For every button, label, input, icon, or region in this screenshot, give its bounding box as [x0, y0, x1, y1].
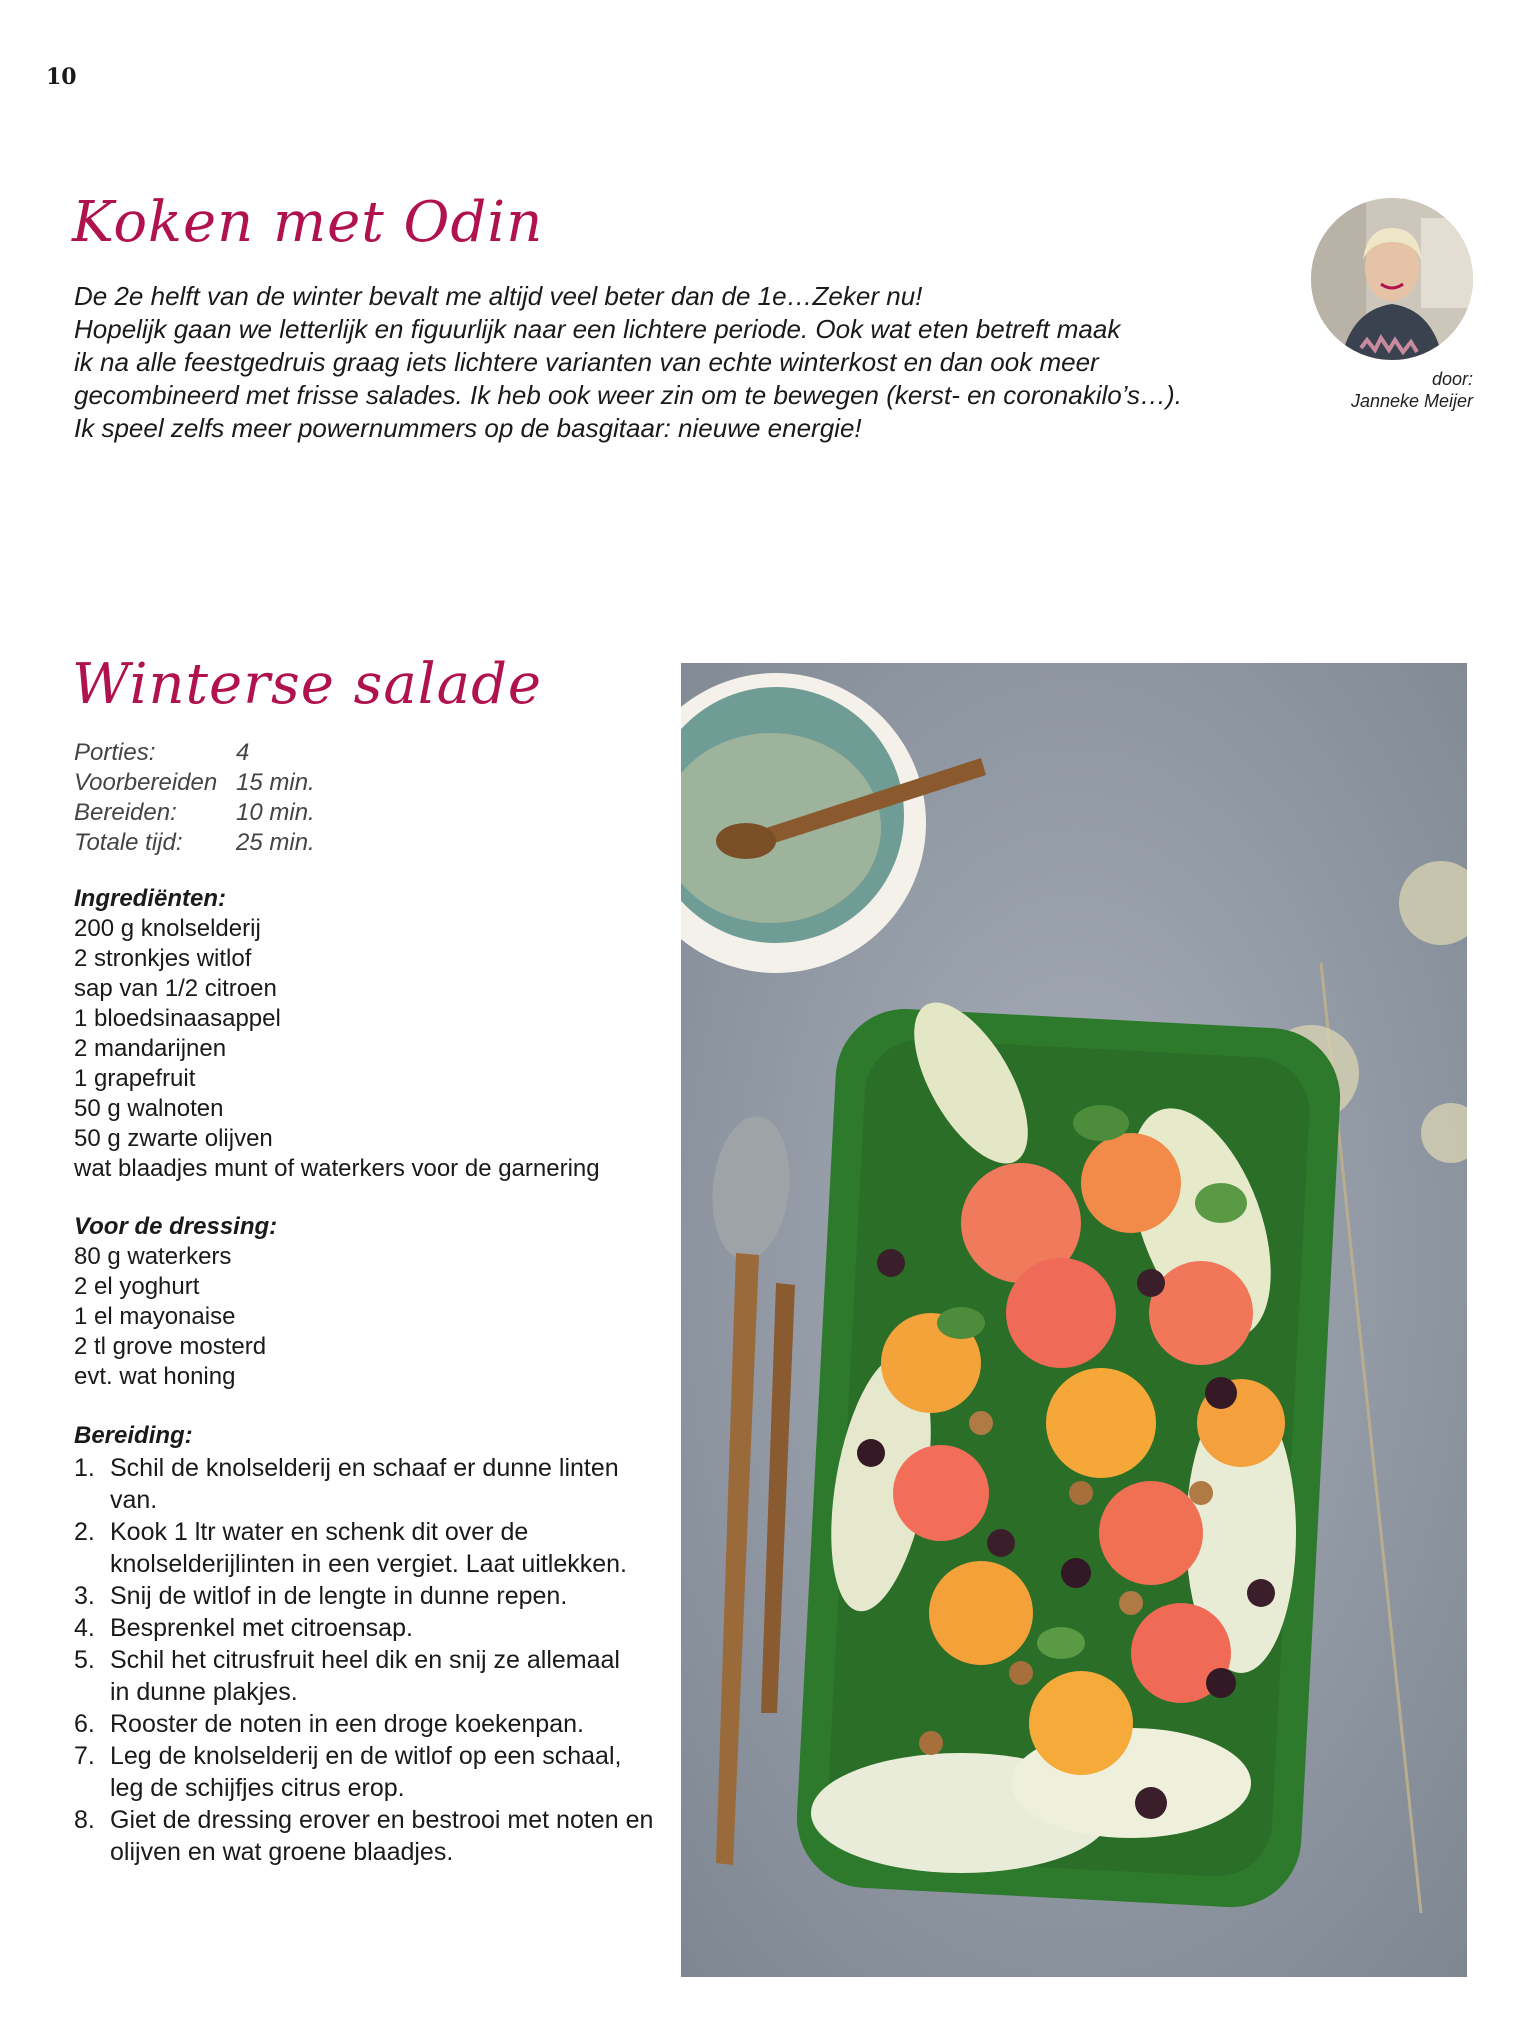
ingredients-section — [74, 884, 600, 1184]
step-text — [110, 1516, 627, 1580]
step-item — [74, 1804, 674, 1868]
step-item — [74, 1708, 674, 1740]
author-name: Janneke Meijer — [1350, 391, 1473, 411]
column-title: Koken met Odin — [72, 190, 544, 255]
step-number: 3. — [74, 1582, 95, 1610]
recipe-title: Winterse salade — [72, 652, 543, 717]
salad-illustration — [681, 663, 1467, 1977]
meta-value: 4 — [236, 739, 250, 766]
step-item — [74, 1644, 674, 1708]
ingredient-item: wat blaadjes munt of waterkers voor de garnering — [74, 1155, 600, 1182]
ingredients-heading: Ingrediënten: — [74, 885, 227, 912]
dressing-item: 2 tl grove mosterd — [74, 1333, 267, 1360]
ingredient-item: 2 mandarijnen — [74, 1035, 227, 1062]
step-number: 4. — [74, 1614, 95, 1642]
step-text — [110, 1580, 567, 1612]
author-photo — [1311, 198, 1473, 360]
meta-label: Totale tijd: — [74, 829, 183, 856]
step-number: 1. — [74, 1454, 95, 1482]
step-number: 5. — [74, 1646, 95, 1674]
ingredient-item: 1 bloedsinaasappel — [74, 1005, 281, 1032]
step-item — [74, 1612, 674, 1644]
steps-heading: Bereiding: — [74, 1422, 193, 1449]
dressing-heading: Voor de dressing: — [74, 1213, 278, 1240]
meta-row-cook — [74, 798, 315, 828]
step-text — [110, 1644, 620, 1708]
step-text — [110, 1452, 619, 1516]
step-line: Schil het citrusfruit heel dik en snij ze allemaal — [110, 1646, 620, 1674]
dressing-item: 1 el mayonaise — [74, 1303, 236, 1330]
step-number: 6. — [74, 1710, 95, 1738]
meta-row-servings — [74, 738, 315, 768]
ingredients-list — [74, 914, 600, 1184]
step-item — [74, 1580, 674, 1612]
step-line: van. — [110, 1486, 158, 1514]
steps-list — [74, 1452, 674, 1868]
intro-text — [74, 280, 1182, 445]
step-text — [110, 1740, 621, 1804]
intro-line: De 2e helft van de winter bevalt me altijd veel beter dan de 1e…Zeker nu! — [74, 281, 923, 311]
step-text — [110, 1804, 653, 1868]
step-text — [110, 1612, 413, 1644]
meta-label: Bereiden: — [74, 799, 177, 826]
meta-label: Voorbereiden — [74, 769, 218, 796]
dressing-section — [74, 1212, 277, 1392]
meta-row-prep — [74, 768, 315, 798]
step-line: Giet de dressing erover en bestrooi met noten en — [110, 1806, 654, 1834]
ingredient-item: 1 grapefruit — [74, 1065, 196, 1092]
step-line: Kook 1 ltr water en schenk dit over de — [110, 1518, 529, 1546]
step-number: 8. — [74, 1806, 95, 1834]
ingredient-item: 50 g walnoten — [74, 1095, 224, 1122]
step-line: olijven en wat groene blaadjes. — [110, 1838, 454, 1866]
step-line: leg de schijfjes citrus erop. — [110, 1774, 405, 1802]
dressing-item: 80 g waterkers — [74, 1243, 232, 1270]
author-portrait-image — [1311, 198, 1473, 360]
step-number: 7. — [74, 1742, 95, 1770]
salad-photo — [681, 663, 1467, 1977]
step-item — [74, 1452, 674, 1516]
author-label: door: — [1431, 369, 1473, 389]
dressing-item: evt. wat honing — [74, 1363, 236, 1390]
step-item — [74, 1740, 674, 1804]
author-caption — [1351, 368, 1473, 412]
step-line: Besprenkel met citroensap. — [110, 1614, 413, 1642]
step-line: knolselderijlinten in een vergiet. Laat uitlekken. — [110, 1550, 627, 1578]
dressing-list — [74, 1242, 277, 1392]
ingredient-item: 50 g zwarte olijven — [74, 1125, 273, 1152]
ingredient-item: sap van 1/2 citroen — [74, 975, 277, 1002]
intro-line: gecombineerd met frisse salades. Ik heb ook weer zin om te bewegen (kerst- en coronakilo’s…). — [74, 380, 1182, 410]
recipe-meta — [74, 738, 315, 858]
ingredient-item: 2 stronkjes witlof — [74, 945, 252, 972]
step-text — [110, 1708, 584, 1740]
meta-label: Porties: — [74, 739, 156, 766]
intro-line: Hopelijk gaan we letterlijk en figuurlijk naar een lichtere periode. Ook wat eten betreft maak — [74, 314, 1121, 344]
step-line: Leg de knolselderij en de witlof op een schaal, — [110, 1742, 622, 1770]
meta-value: 25 min. — [236, 829, 315, 856]
step-line: Snij de witlof in de lengte in dunne repen. — [110, 1582, 568, 1610]
meta-row-total — [74, 828, 315, 858]
step-line: Rooster de noten in een droge koekenpan. — [110, 1710, 584, 1738]
intro-line: ik na alle feestgedruis graag iets lichtere varianten van echte winterkost en dan ook meer — [74, 347, 1099, 377]
step-item — [74, 1516, 674, 1580]
meta-value: 10 min. — [236, 799, 315, 826]
step-line: in dunne plakjes. — [110, 1678, 298, 1706]
preparation-section — [74, 1420, 674, 1868]
ingredient-item: 200 g knolselderij — [74, 915, 261, 942]
step-line: Schil de knolselderij en schaaf er dunne linten — [110, 1454, 619, 1482]
step-number: 2. — [74, 1518, 95, 1546]
page-number: 10 — [46, 64, 77, 90]
intro-line: Ik speel zelfs meer powernummers op de basgitaar: nieuwe energie! — [74, 413, 862, 443]
meta-value: 15 min. — [236, 769, 315, 796]
dressing-item: 2 el yoghurt — [74, 1273, 200, 1300]
